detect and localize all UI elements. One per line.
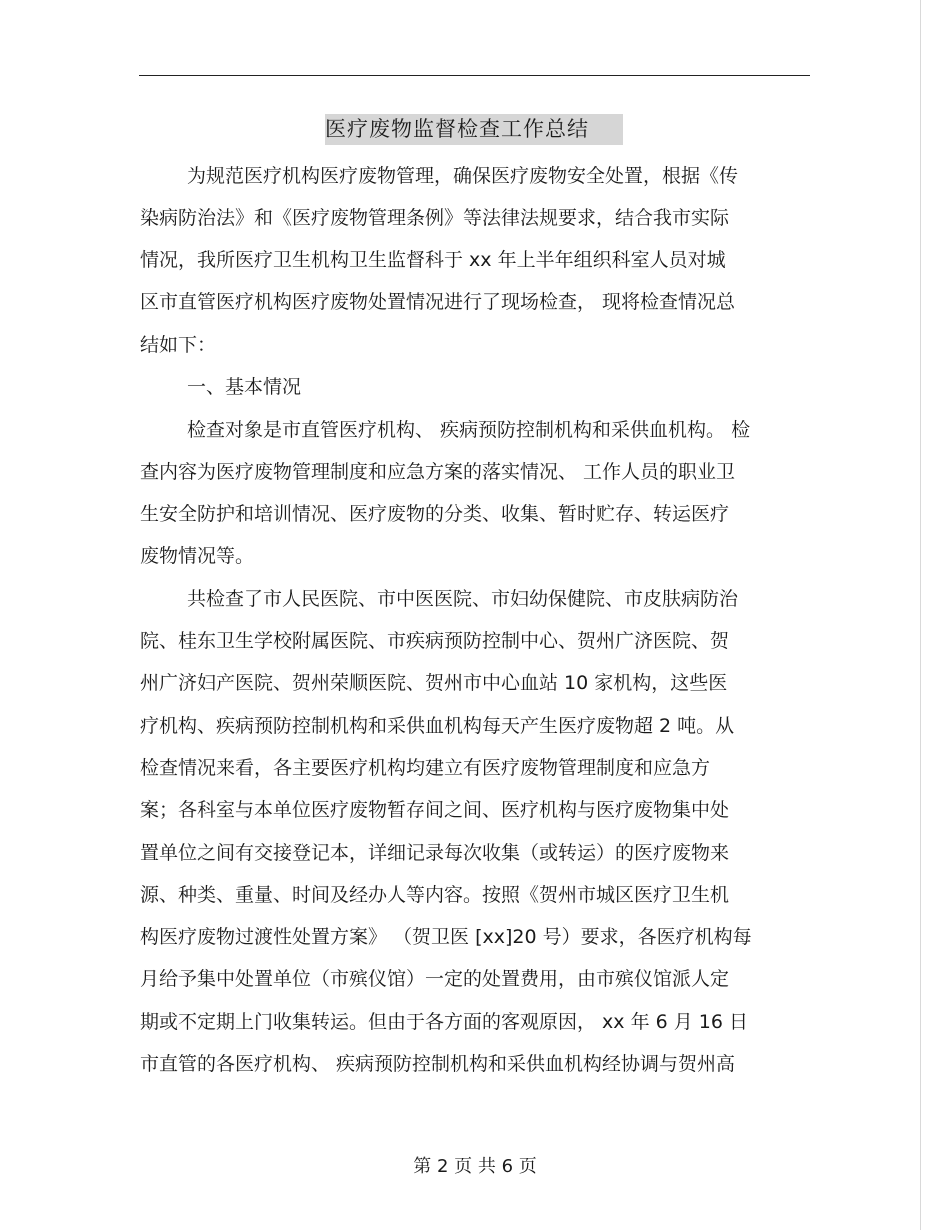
page-number-footer: 第 2 页 共 6 页 bbox=[413, 1156, 537, 1177]
paragraph-line: 查内容为医疗废物管理制度和应急方案的落实情况、 工作人员的职业卫 bbox=[140, 461, 736, 483]
paragraph-line: 废物情况等。 bbox=[140, 545, 255, 567]
paragraph-line: 生安全防护和培训情况、医疗废物的分类、收集、暂时贮存、转运医疗 bbox=[140, 503, 730, 525]
paragraph-line: 区市直管医疗机构医疗废物处置情况进行了现场检查， 现将检查情况总 bbox=[140, 291, 736, 313]
header-rule bbox=[139, 75, 810, 76]
paragraph-line: 染病防治法》和《医疗废物管理条例》等法律法规要求，结合我市实际 bbox=[140, 207, 730, 229]
paragraph-line: 月给予集中处置单位（市殡仪馆）一定的处置费用，由市殡仪馆派人定 bbox=[140, 968, 730, 990]
paragraph-line: 为规范医疗机构医疗废物管理，确保医疗废物安全处置，根据《传 bbox=[187, 165, 739, 187]
paragraph-line: 期或不定期上门收集转运。但由于各方面的客观原因， xx 年 6 月 16 日 bbox=[140, 1011, 748, 1033]
paragraph-line: 检查对象是市直管医疗机构、 疾病预防控制机构和采供血机构。 检 bbox=[187, 419, 751, 441]
section-heading: 一、基本情况 bbox=[187, 376, 302, 398]
paragraph-line: 市直管的各医疗机构、 疾病预防控制机构和采供血机构经协调与贺州高 bbox=[140, 1053, 736, 1075]
page-right-edge bbox=[920, 0, 921, 1230]
paragraph-line: 置单位之间有交接登记本，详细记录每次收集（或转运）的医疗废物来 bbox=[140, 842, 730, 864]
paragraph-line: 疗机构、疾病预防控制机构和采供血机构每天产生医疗废物超 2 吨。从 bbox=[140, 715, 735, 737]
paragraph-line: 构医疗废物过渡性处置方案》 （贺卫医 [xx]20 号）要求，各医疗机构每 bbox=[140, 926, 752, 948]
paragraph-line: 共检查了市人民医院、市中医医院、市妇幼保健院、市皮肤病防治 bbox=[187, 588, 739, 610]
paragraph-line: 案；各科室与本单位医疗废物暂存间之间、医疗机构与医疗废物集中处 bbox=[140, 799, 730, 821]
paragraph-line: 检查情况来看，各主要医疗机构均建立有医疗废物管理制度和应急方 bbox=[140, 757, 711, 779]
paragraph-line: 结如下： bbox=[140, 334, 217, 356]
paragraph-line: 院、桂东卫生学校附属医院、市疾病预防控制中心、贺州广济医院、贺 bbox=[140, 630, 730, 652]
document-title: 医疗废物监督检查工作总结 bbox=[325, 114, 623, 145]
paragraph-line: 州广济妇产医院、贺州荣顺医院、贺州市中心血站 10 家机构，这些医 bbox=[140, 672, 728, 694]
paragraph-line: 情况，我所医疗卫生机构卫生监督科于 xx 年上半年组织科室人员对城 bbox=[140, 249, 726, 271]
paragraph-line: 源、种类、重量、时间及经办人等内容。按照《贺州市城区医疗卫生机 bbox=[140, 884, 730, 906]
